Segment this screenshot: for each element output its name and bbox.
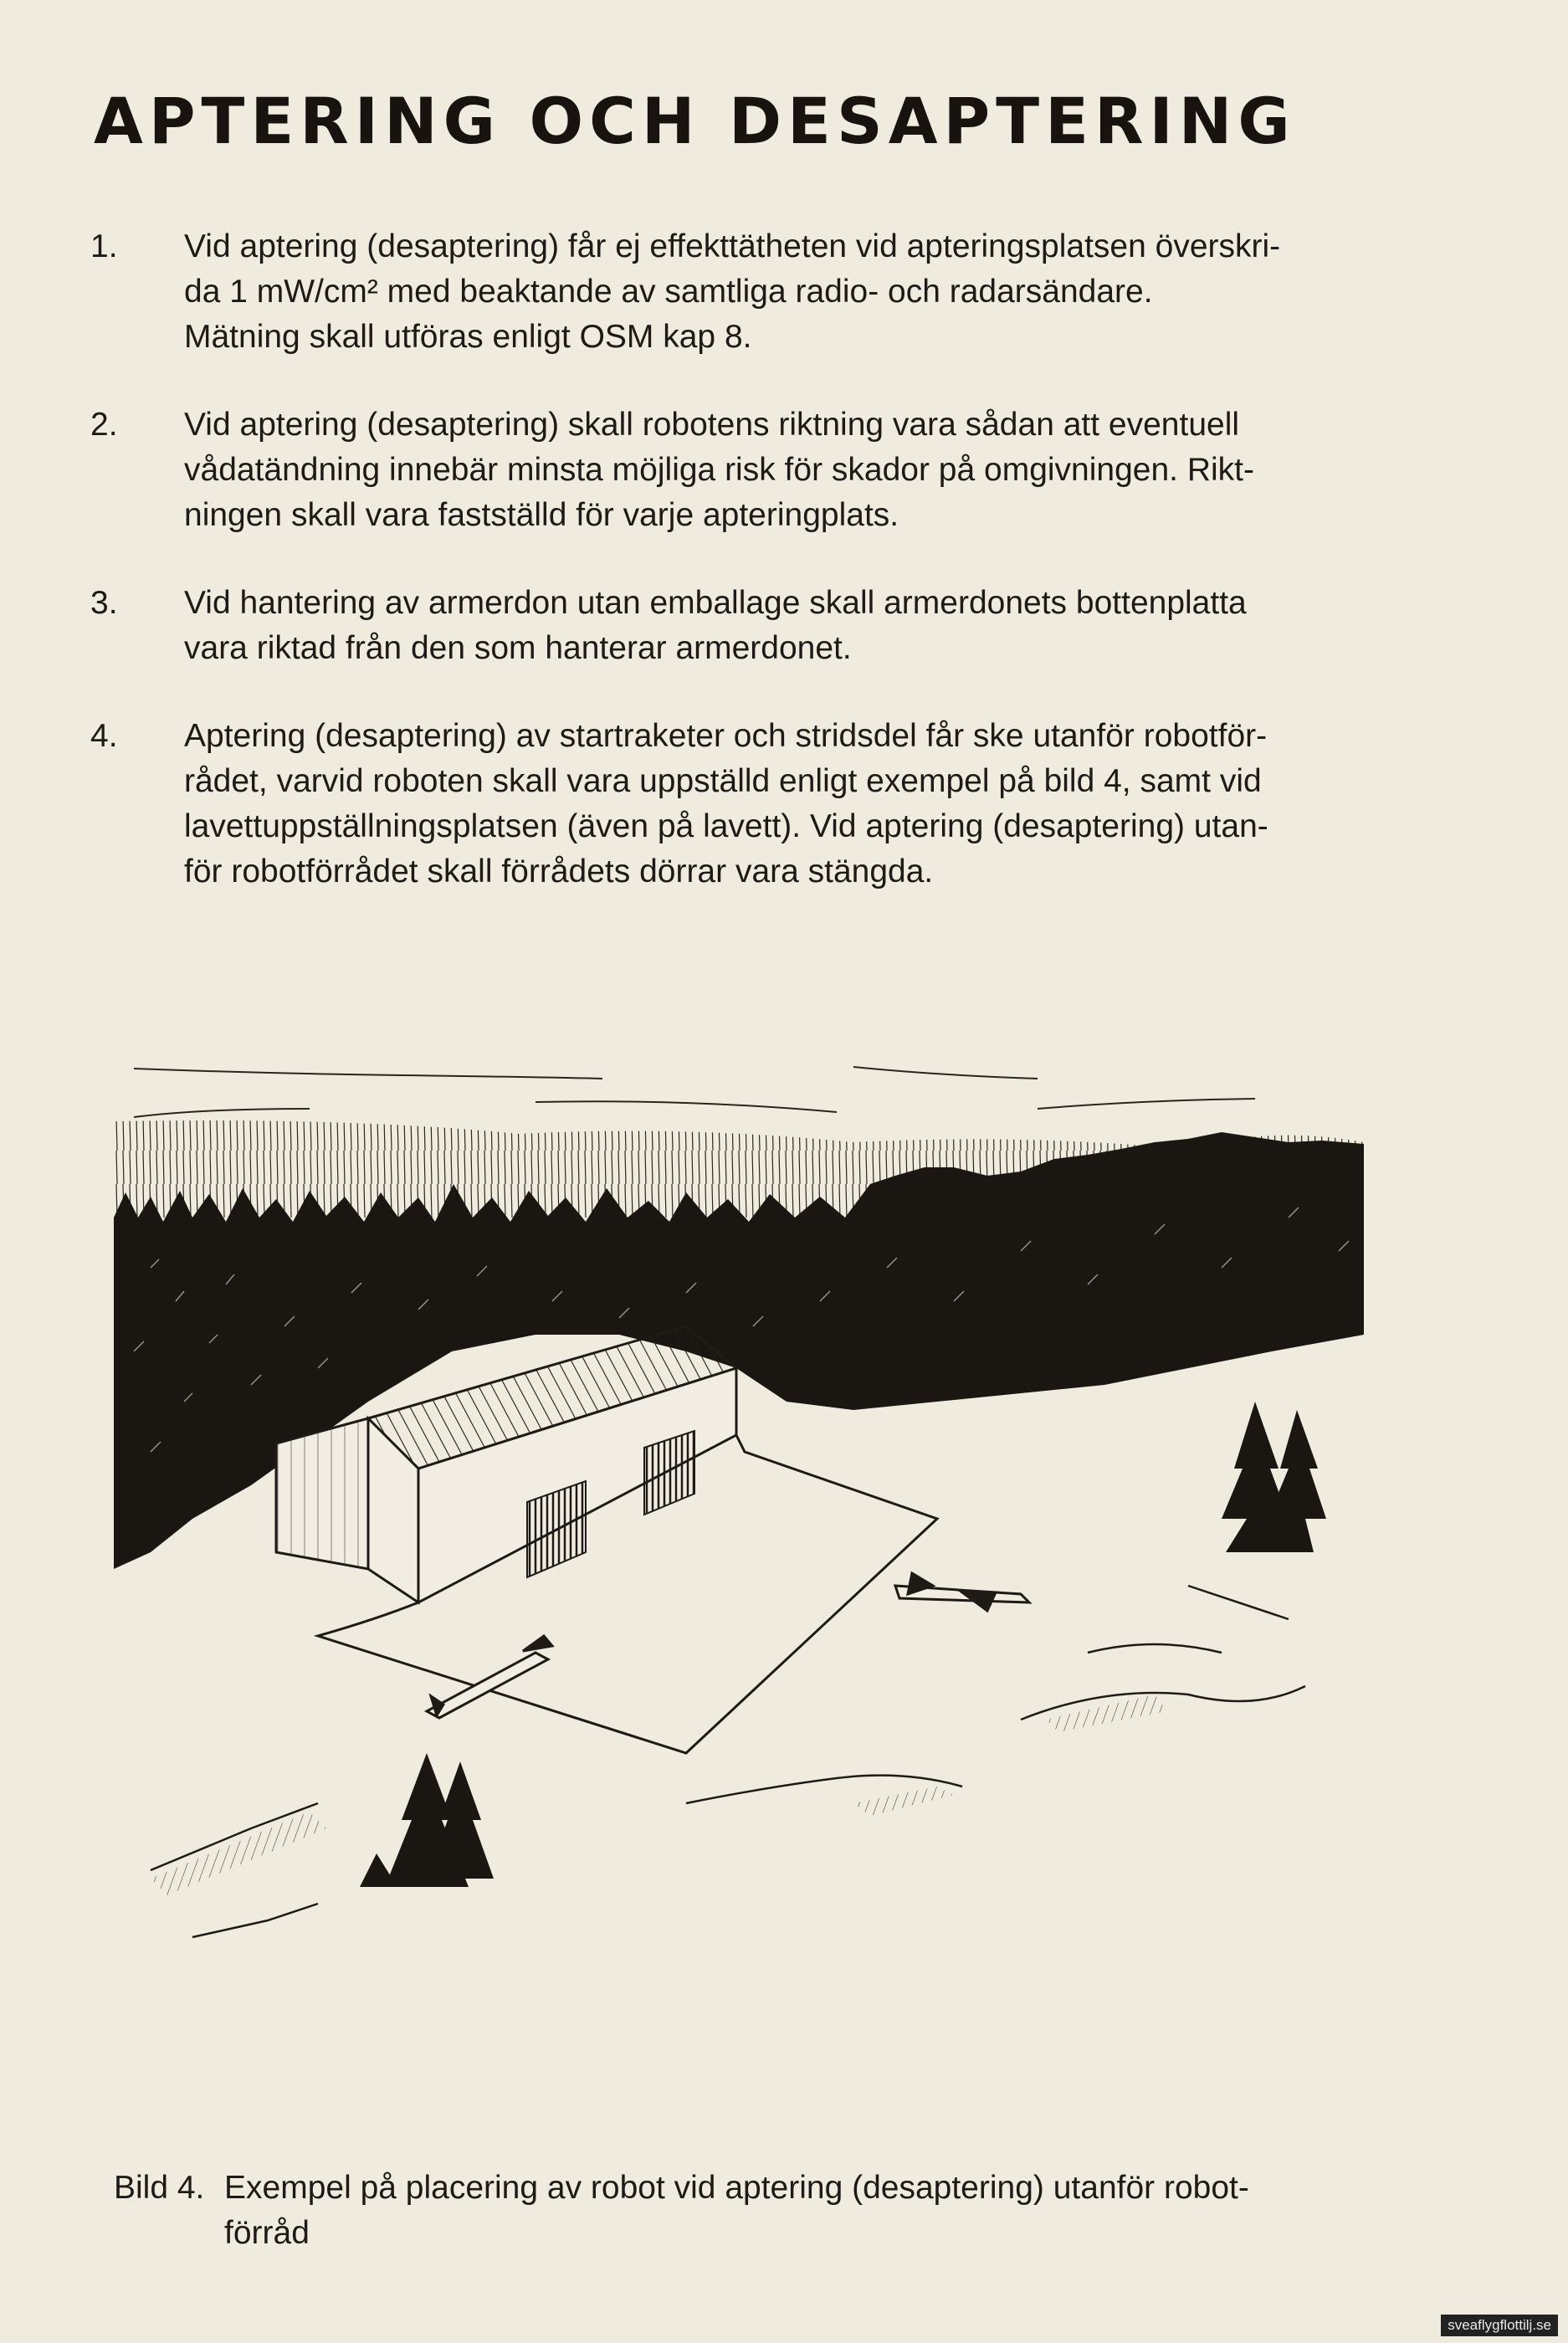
instruction-list	[90, 224, 1429, 937]
item-line: vådatändning innebär minsta möjliga risk för skador på omgivningen. Rikt-	[184, 452, 1254, 488]
caption-label: Bild 4.	[114, 2170, 205, 2206]
caption-text	[224, 2166, 1249, 2256]
storage-site-illustration	[100, 1050, 1372, 1946]
list-item	[90, 224, 1429, 360]
list-item	[90, 581, 1429, 671]
item-line: Vid aptering (desaptering) skall robotens riktning vara sådan att eventuell	[184, 407, 1240, 443]
figure-caption	[114, 2166, 1369, 2256]
item-text	[184, 581, 1429, 671]
item-number: 2.	[90, 407, 118, 443]
item-line: Mätning skall utföras enligt OSM kap 8.	[184, 319, 752, 355]
item-line: lavettuppställningsplatsen (även på lavett). Vid aptering (desaptering) utan-	[184, 808, 1268, 844]
item-text	[184, 402, 1429, 538]
item-line: Aptering (desaptering) av startraketer och stridsdel får ske utanför robotför-	[184, 718, 1268, 754]
page-title: APTERING OCH DESAPTERING	[94, 84, 1296, 158]
watermark: sveaflygflottilj.se	[1441, 2315, 1558, 2336]
item-text	[184, 224, 1429, 360]
trees-foreground	[360, 1753, 494, 1887]
sky-lines	[134, 1067, 1255, 1117]
list-item	[90, 714, 1429, 895]
ground-shading	[1046, 1694, 1167, 1732]
caption-line: Exempel på placering av robot vid aptering (desaptering) utanför robot-	[224, 2170, 1249, 2206]
caption-line: förråd	[224, 2215, 310, 2251]
ground-shading	[151, 1812, 326, 1895]
item-line: rådet, varvid roboten skall vara uppställd enligt exempel på bild 4, samt vid	[184, 763, 1262, 799]
trees-right	[1222, 1402, 1326, 1552]
ground-shading	[853, 1787, 954, 1816]
missile-on-pad	[895, 1573, 1029, 1611]
item-line: Vid hantering av armerdon utan emballage skall armerdonets bottenplatta	[184, 585, 1247, 621]
item-text	[184, 714, 1429, 895]
item-line: Vid aptering (desaptering) får ej effekttätheten vid apteringsplatsen överskri-	[184, 228, 1281, 264]
item-number: 1.	[90, 228, 118, 264]
item-line: da 1 mW/cm² med beaktande av samtliga radio- och radarsändare.	[184, 274, 1153, 310]
item-line: för robotförrådet skall förrådets dörrar vara stängda.	[184, 854, 934, 890]
item-line: vara riktad från den som hanterar armerdonet.	[184, 630, 852, 666]
item-line: ningen skall vara fastställd för varje apteringplats.	[184, 497, 899, 533]
list-item	[90, 402, 1429, 538]
item-number: 4.	[90, 718, 118, 754]
item-number: 3.	[90, 585, 118, 621]
